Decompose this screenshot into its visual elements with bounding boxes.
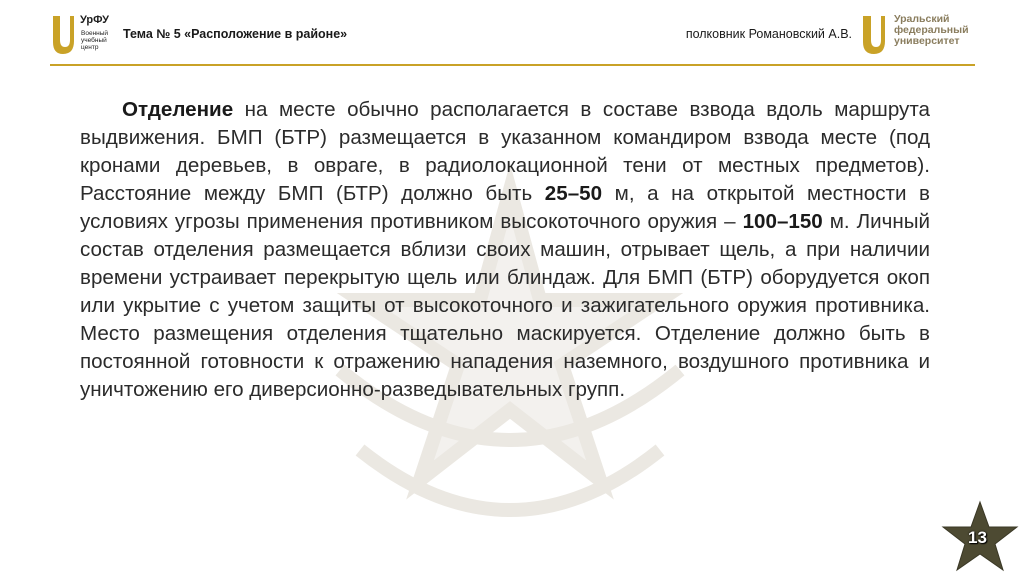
header-divider <box>50 64 975 66</box>
military-center-logo <box>50 12 112 60</box>
distance-bold: 25–50 <box>544 182 603 205</box>
text-span: на месте обычно располагается в составе взвода вдоль маршрута выдвижения. БМП (БТР) размещается в указанном командиром взвода месте (под кронами деревьев, в овраге, в радиолокационной тени от местных предметов). Расстояние между БМП (БТР) должно быть <box>80 98 930 205</box>
logo-abbr: УрФУ <box>80 14 109 26</box>
page-number: 13 <box>968 528 987 547</box>
slide-topic: Тема № 5 «Расположение в районе» <box>123 27 348 41</box>
university-name: Уральский федеральный университет <box>894 13 969 47</box>
logo-subtitle: Военный учебный центр <box>81 30 109 51</box>
slide-author: полковник Романовский А.В. <box>685 27 852 41</box>
term-bold: Отделение <box>122 98 234 121</box>
text-span: м. Личный состав отделения размещается вблизи своих машин, отрывает щель, а при наличии времени устраивает перекрытую щель или блиндаж. Для БМП (БТР) оборудуется окоп или укрытие с учетом защиты от высокоточного и зажигательного оружия противника. Место размещения отделения тщательно маскируется. Отделение должно быть в постоянной готовности к отражению нападения наземного, воздушного противника и уничтожению его диверсионно-разведывательных групп. <box>80 210 931 401</box>
urfu-u-logo-icon <box>50 14 76 56</box>
paragraph <box>80 96 930 404</box>
text-span: м, а на открытой местности в условиях угрозы применения противником высокоточного оружия – <box>80 182 930 233</box>
distance-bold: 100–150 <box>742 210 823 233</box>
urfu-u-logo-icon <box>860 14 888 56</box>
university-logo <box>860 12 990 56</box>
slide-header <box>0 0 1024 64</box>
main-text <box>80 96 930 404</box>
